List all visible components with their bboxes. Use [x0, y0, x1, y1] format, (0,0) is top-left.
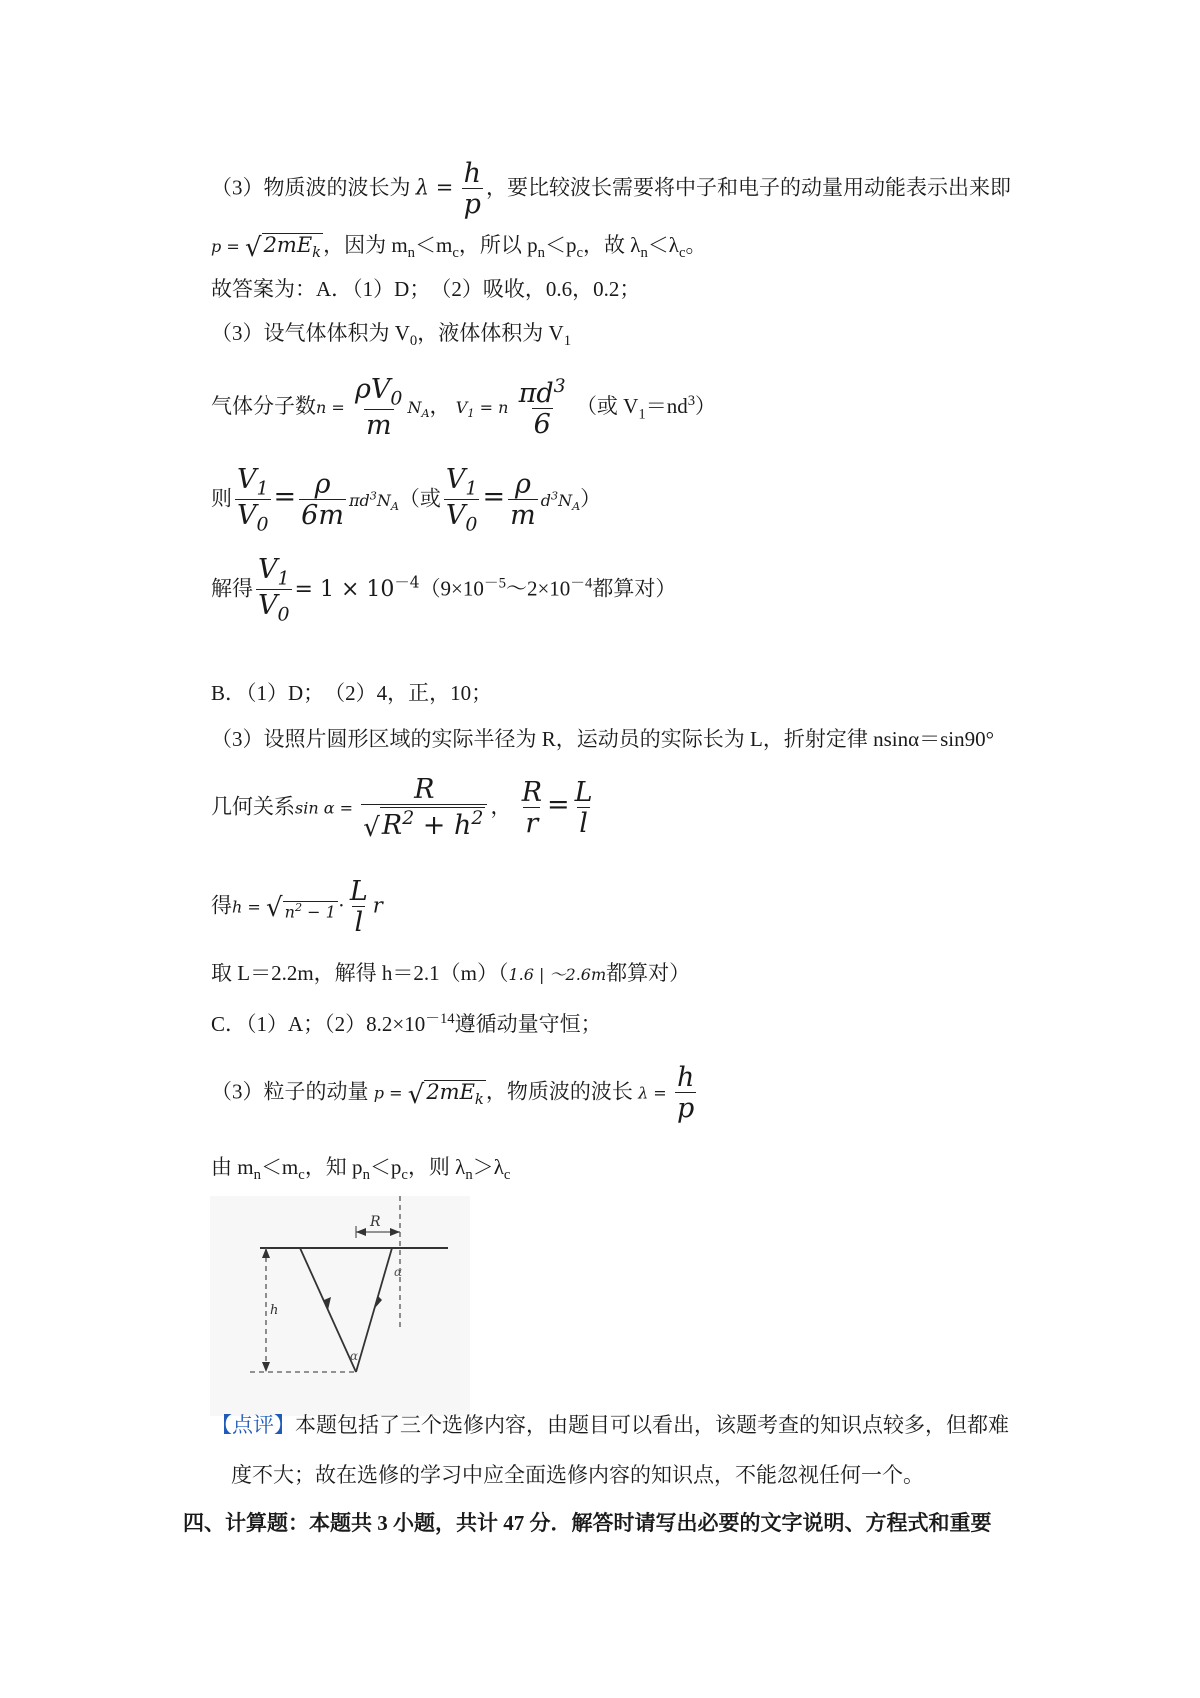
fraction-rho-over-m: $\frac{\rho}{m}$	[510, 468, 536, 532]
line-height-result: 取 L＝2.2m，解得 h＝2.1（m）（1.6 | ～2.6m都算对）	[211, 961, 691, 985]
line-height-formula: 得h = √ $n^2 - 1$ · $\frac{L}{l}$ r	[211, 876, 383, 939]
section-heading: 四、计算题：本题共 3 小题，共计 47 分．解答时请写出必要的文字说明、方程式和重要	[183, 1511, 992, 1535]
fraction-v1-over-v0-result: $\frac{V_1}{V_0}$	[258, 554, 290, 626]
fraction-rho-v0-over-m: $\frac{\rho V_0}{m}$	[355, 374, 403, 442]
refraction-diagram	[210, 1196, 470, 1416]
sqrt-2mEk: √ $2mE_k$	[244, 233, 322, 264]
fraction-v1-over-v0-alt: $\frac{V_1}{V_0}$	[445, 464, 478, 536]
height-label: h	[270, 1303, 279, 1318]
sqrt-n2-minus-1: √ $n^2 - 1$	[266, 892, 336, 923]
fraction-rho-over-6m: $\frac{\rho}{6m}$	[301, 468, 344, 532]
fraction-R-over-r: $\frac{R}{r}$	[521, 776, 543, 840]
fraction-h-over-p: $\frac{h}{p}$	[463, 158, 481, 221]
fraction-h-over-p-c: $\frac{h}{p}$	[676, 1062, 695, 1125]
line-answer-b: B．（1）D； （2）4，正，10；	[211, 681, 493, 705]
alpha-label-top: α	[394, 1265, 403, 1279]
line-particle-momentum: （3）粒子的动量 p = √ $2mE_k$ ，物质波的波长 λ = $\frac{h}{p}$	[211, 1062, 695, 1125]
line-molecule-count: 气体分子数n = $\frac{\rho V_0}{m}$ $N_A$， $V_1 = n$ $\frac{\pi d^3}{6}$ （或 $V_1=nd^3$）	[211, 374, 717, 442]
comment-line-1: 【点评】本题包括了三个选修内容，由题目可以看出，该题考查的知识点较多，但都难	[211, 1413, 1009, 1437]
fraction-v1-over-v0: $\frac{V_1}{V_0}$	[237, 464, 269, 536]
radius-label: R	[370, 1214, 381, 1230]
line-answer-c: C．（1）A；$(2)8.2\times 10^{-14}$遵循动量守恒；	[211, 1011, 602, 1036]
fraction-r-over-sqrt: R √ $R^2 + h^2$	[361, 776, 487, 841]
line-volume-ratio: 则 $\frac{V_1}{V_0}$ = $\frac{\rho}{6m}$ $\pi d^3N_A$（或 $\frac{V_1}{V_0}$ = $\frac{\rho}{m}$ $d^3N_A$）	[211, 464, 602, 536]
fraction-pi-d3-over-6: $\frac{\pi d^3}{6}$	[518, 374, 566, 441]
comment-tag: 【点评】	[211, 1413, 295, 1437]
line-answer-a: 故答案为：A．（1）D； （2）吸收，0.6，0.2；	[211, 277, 641, 301]
diagram-background	[210, 1196, 470, 1416]
sqrt-2mEk-c: √ $2mE_k$	[407, 1079, 484, 1111]
line-momentum: p = √ $2mE_k$ ，因为 $m_n<m_c$，所以 $p_n<p_c$，故 $\lambda_n<\lambda_c$。	[211, 233, 707, 264]
comment-line-2: 度不大；故在选修的学习中应全面选修内容的知识点，不能忽视任何一个。	[231, 1463, 924, 1487]
line-volumes: （3）设气体体积为 $V_0$，液体体积为 $V_1$	[211, 321, 572, 350]
line-comparison: 由 $m_n<m_c$，知 $p_n<p_c$，则 $\lambda_n>\lambda_c$	[211, 1155, 511, 1184]
fraction-L-over-l-h: $\frac{L}{l}$	[349, 876, 368, 939]
line-geometry: 几何关系sin α = R √ $R^2 + h^2$ ， $\frac{R}{r}$ = $\frac{L}{l}$	[211, 774, 593, 844]
fraction-L-over-l: $\frac{L}{l}$	[574, 776, 593, 840]
line-result: 解得 $\frac{V_1}{V_0}$ = $1 \times 10^{-4}(9\times 10^{-5}\sim 2\times 10^{-4}$都算对）	[211, 554, 677, 626]
alpha-label-bottom: α	[350, 1349, 359, 1363]
line-refraction: （3）设照片圆形区域的实际半径为 R，运动员的实际长为 L，折射定律 nsinα＝sin90°	[211, 727, 994, 751]
line-wavelength: （3）物质波的波长为 λ = $\frac{h}{p}$ ，要比较波长需要将中子和电子的动量用动能表示出来即	[211, 158, 1011, 221]
